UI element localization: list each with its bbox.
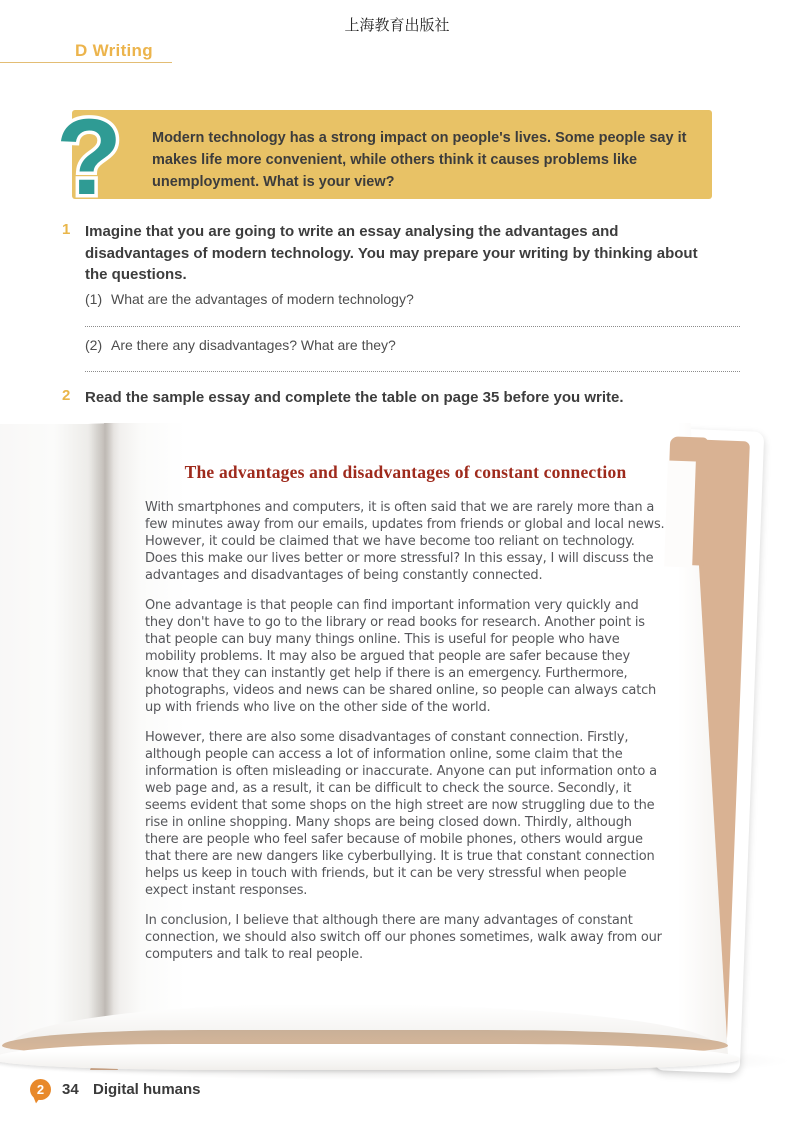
book-page-curl-front <box>0 1044 740 1070</box>
essay-paragraph-3: However, there are also some disadvantages of constant connection. Firstly, although people can access a lot of information online, some claim that the information is often misleading or inaccurate. Anyone can put information onto a web page and, as a result, it can be difficult to check the source. Secondly, it seems evident that some shops on the high street are now struggling due to the rise in online shopping. Many shops are being closed down. Thirdly, although there are people who feel safer because of mobile phones, others would argue that there are new dangers like cyberbullying. It is true that constant connection helps us keep in touch with friends, but it can be very stressful when people expect instant responses. <box>145 730 657 898</box>
question-2-label: (2) <box>85 337 103 353</box>
question-2-text: Are there any disadvantages? What are they? <box>111 337 396 353</box>
section-heading-underline <box>0 62 172 63</box>
section-heading: D Writing <box>75 41 153 60</box>
answer-line-1 <box>85 326 740 327</box>
book-gutter-shadow <box>88 423 120 1055</box>
sample-essay <box>145 462 666 976</box>
publisher-name: 上海教育出版社 <box>344 16 450 34</box>
answer-line-2 <box>85 371 740 372</box>
essay-paragraph-1: With smartphones and computers, it is often said that we are rarely more than a few minutes away from our emails, updates from friends or global and local news. However, it could be claimed that we have become too reliant on technology. Does this make our lives better or more stressful? In this essay, I will discuss the advantages and disadvantages of being constantly connected. <box>145 500 665 583</box>
essay-paragraph-4: In conclusion, I believe that although there are many advantages of constant connection, we should also switch off our phones sometimes, walk away from our computers and talk to real people. <box>145 913 662 962</box>
task1-question-2 <box>85 337 740 353</box>
task1-instruction: Imagine that you are going to write an essay analysing the advantages and disadvantages of modern technology. You may prepare your writing by thinking about the questions. <box>85 223 698 283</box>
unit-badge: 2 <box>30 1079 51 1100</box>
task2-instruction: Read the sample essay and complete the table on page 35 before you write. <box>85 389 624 406</box>
writing-prompt-box <box>72 110 712 199</box>
unit-title: Digital humans <box>93 1081 201 1098</box>
question-1-label: (1) <box>85 291 103 307</box>
essay-title: The advantages and disadvantages of constant connection <box>184 462 627 482</box>
writing-prompt-text: Modern technology has a strong impact on people's lives. Some people say it makes life more convenient, while others think it causes problems like unemployment. What is your view? <box>152 130 687 190</box>
question-mark-icon <box>54 98 124 218</box>
task1-number: 1 <box>62 221 71 238</box>
essay-paragraph-2: One advantage is that people can find important information very quickly and they don't have to go to the library or read books for research. Another point is that people can buy many things online. This is useful for people who have mobility problems. It may also be argued that people are safer because they know that they can instantly get help if there is an emergency. Furthermore, photographs, videos and news can be shared online, so people can always catch up with friends who live on the other side of the world. <box>145 598 657 715</box>
page-footer <box>0 1077 400 1107</box>
task2-number: 2 <box>62 387 71 404</box>
svg-text:?: ? <box>56 98 122 217</box>
task1-question-1 <box>85 291 740 307</box>
question-1-text: What are the advantages of modern technology? <box>111 291 414 307</box>
book-corner-tab-cut <box>664 461 696 568</box>
page-number: 34 <box>62 1081 79 1098</box>
